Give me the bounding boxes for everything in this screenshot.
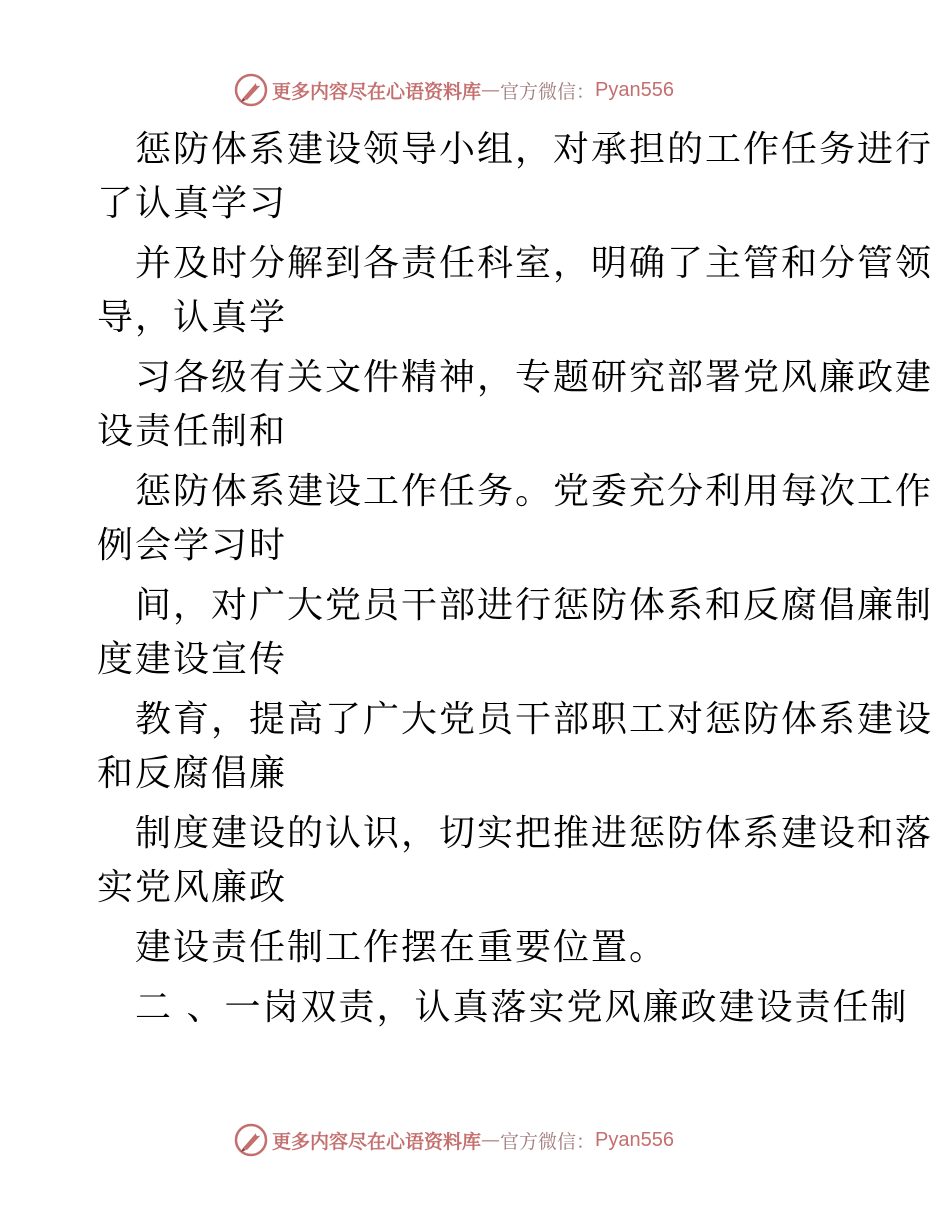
text-line: 度建设宣传 (97, 639, 288, 680)
watermark-dash: — (481, 79, 501, 101)
text-line: 惩防体系建设领导小组，对承担的工作任务进行 (135, 129, 934, 170)
watermark-site-text: 更多内容尽在心语资料库 (272, 1130, 482, 1153)
header-watermark (234, 73, 674, 107)
text-line: 制度建设的认识，切实把推进惩防体系建设和落 (135, 813, 934, 854)
text-line: 惩防体系建设工作任务。党委充分利用每次工作 (135, 471, 934, 512)
watermark-wechat-label: 官方微信： (500, 80, 596, 103)
watermark-dash: — (481, 1129, 501, 1151)
text-line: 实党风廉政 (97, 867, 288, 908)
document-body (97, 123, 934, 1035)
pen-logo-icon (234, 73, 268, 107)
text-line: 导，认真学 (97, 297, 288, 338)
section-heading: 二 、一岗双责，认真落实党风廉政建设责任制 (135, 987, 909, 1028)
text-line: 教育，提高了广大党员干部职工对惩防体系建设 (135, 699, 934, 740)
text-line: 了认真学习 (97, 183, 288, 224)
watermark-wechat-id: Pyan556 (595, 1128, 674, 1151)
text-line: 和反腐倡廉 (97, 753, 288, 794)
watermark-wechat-label: 官方微信： (500, 1130, 596, 1153)
pen-logo-icon (234, 1123, 268, 1157)
watermark-site-text: 更多内容尽在心语资料库 (272, 80, 482, 103)
text-line: 间，对广大党员干部进行惩防体系和反腐倡廉制 (135, 585, 934, 626)
text-line: 习各级有关文件精神，专题研究部署党风廉政建 (135, 357, 934, 398)
watermark-wechat-id: Pyan556 (595, 78, 674, 101)
text-line: 例会学习时 (97, 525, 288, 566)
text-line: 建设责任制工作摆在重要位置。 (135, 927, 668, 968)
footer-watermark (234, 1123, 674, 1157)
text-line: 并及时分解到各责任科室，明确了主管和分管领 (135, 243, 934, 284)
text-line: 设责任制和 (97, 411, 288, 452)
